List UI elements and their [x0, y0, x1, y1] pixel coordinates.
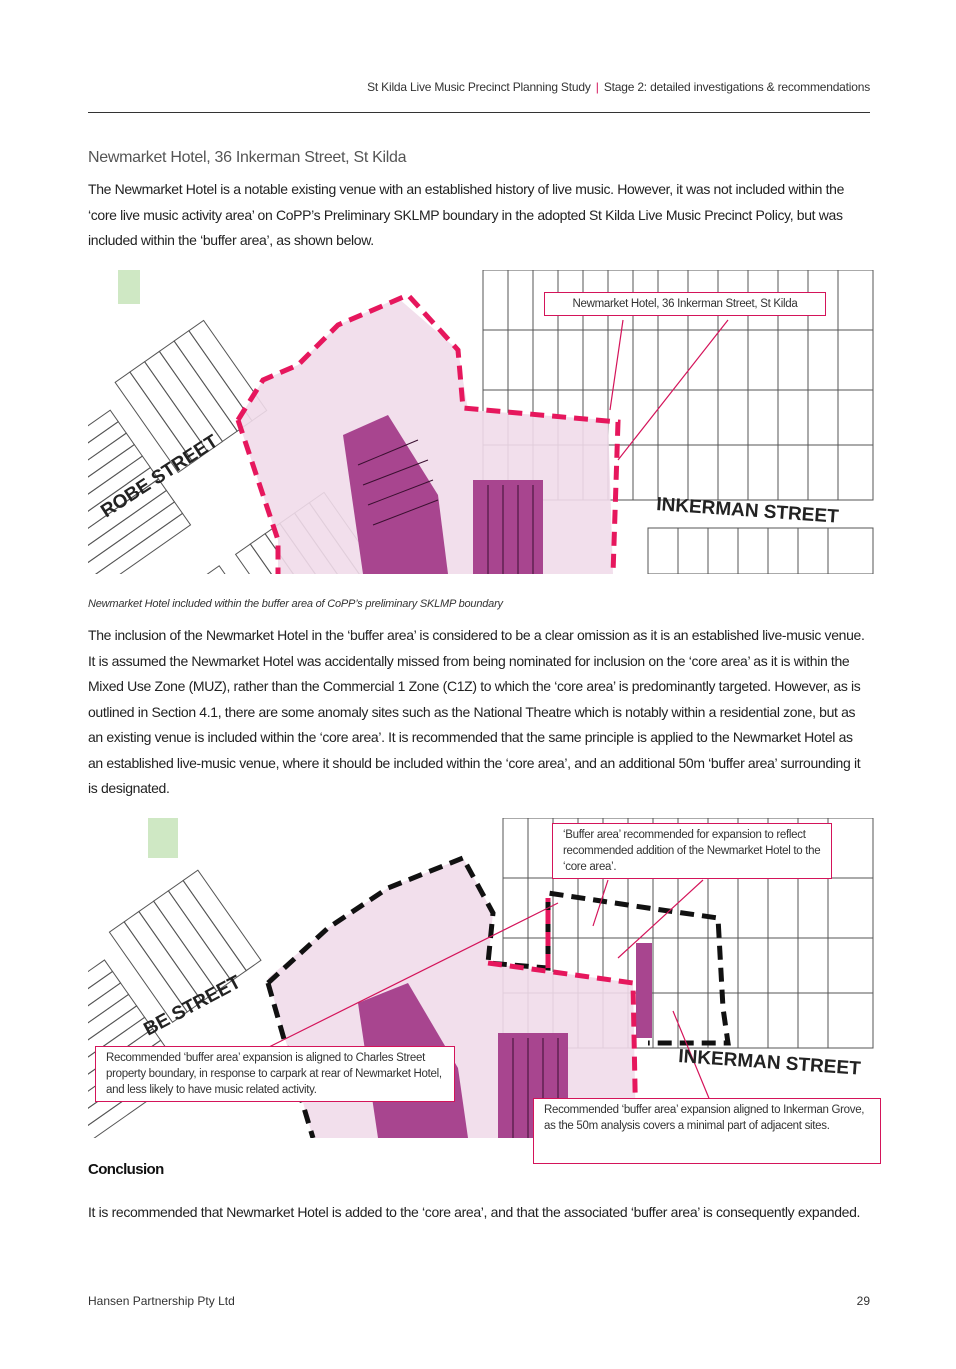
park-area	[118, 270, 140, 304]
header-divider: |	[595, 80, 599, 94]
section-title: Newmarket Hotel, 36 Inkerman Street, St Kilda	[88, 149, 407, 166]
leader-line-1	[610, 320, 623, 410]
callout-newmarket-hotel: Newmarket Hotel, 36 Inkerman Street, St Kilda	[544, 292, 826, 316]
street-label-inkerman-2: INKERMAN STREET	[677, 1046, 862, 1080]
callout-inkerman-grove: Recommended ‘buffer area’ expansion aligned to Inkerman Grove, as the 50m analysis covers a minimal part of adjacent sites.	[533, 1098, 881, 1164]
park-area-2	[148, 818, 178, 858]
map-existing-boundary	[88, 270, 881, 574]
newmarket-hotel-core	[636, 943, 652, 1038]
conclusion-heading: Conclusion	[88, 1161, 164, 1178]
map1-caption: Newmarket Hotel included within the buffer area of CoPP’s preliminary SKLMP boundary	[88, 598, 503, 610]
street-label-robe: ROBE STREET	[97, 430, 223, 523]
callout-buffer-expansion: ‘Buffer area’ recommended for expansion to reflect recommended addition of the Newmarket Hotel to the ‘core area’.	[552, 823, 832, 879]
street-label-inkerman: INKERMAN STREET	[655, 494, 840, 528]
header-stage: Stage 2: detailed investigations & recommendations	[603, 80, 870, 94]
page-number: 29	[856, 1294, 870, 1308]
conclusion-text: It is recommended that Newmarket Hotel is added to the ‘core area’, and that the associated ‘buffer area’ is consequently expanded.	[88, 1204, 861, 1220]
running-header	[88, 80, 870, 94]
intro-paragraph: The Newmarket Hotel is a notable existing venue with an established history of live music. However, it was not included within the ‘core live music activity area’ on CoPP’s Preliminary SKLMP boundary in the adopted St Kilda Live Music Precinct Policy, but was included within the ‘buffer area’, as shown below.	[88, 181, 845, 248]
callout-charles-street: Recommended ‘buffer area’ expansion is aligned to Charles Street property boundary, in response to carpark at rear of Newmarket Hotel, and less likely to have music related activity.	[95, 1046, 455, 1102]
footer-company: Hansen Partnership Pty Ltd	[88, 1294, 235, 1308]
map-recommended-boundary	[88, 818, 881, 1164]
body-paragraph: The inclusion of the Newmarket Hotel in the ‘buffer area’ is considered to be a clear omission as it is an established live-music venue. It is assumed the Newmarket Hotel was accidentally missed from being nominated for inclusion on the ‘core area’ as it is within the Mixed Use Zone (MUZ), rather than the Commercial 1 Zone (C1Z) to which the ‘core area’ is predominantly targeted. However, as is outlined in Section 4.1, there are some anomaly sites such as the National Theatre which is notably within a residential zone, but as an existing venue is included within the ‘core area’. It is recommended that the same principle is applied to the Newmarket Hotel as an established live-music venue, where it should be included within the ‘core area’, and an additional 50m ‘buffer area’ surrounding it is designated.	[88, 627, 865, 796]
header-study: St Kilda Live Music Precinct Planning Study	[367, 80, 591, 94]
header-rule	[88, 112, 870, 113]
street-label-partial: BE STREET	[140, 971, 245, 1041]
